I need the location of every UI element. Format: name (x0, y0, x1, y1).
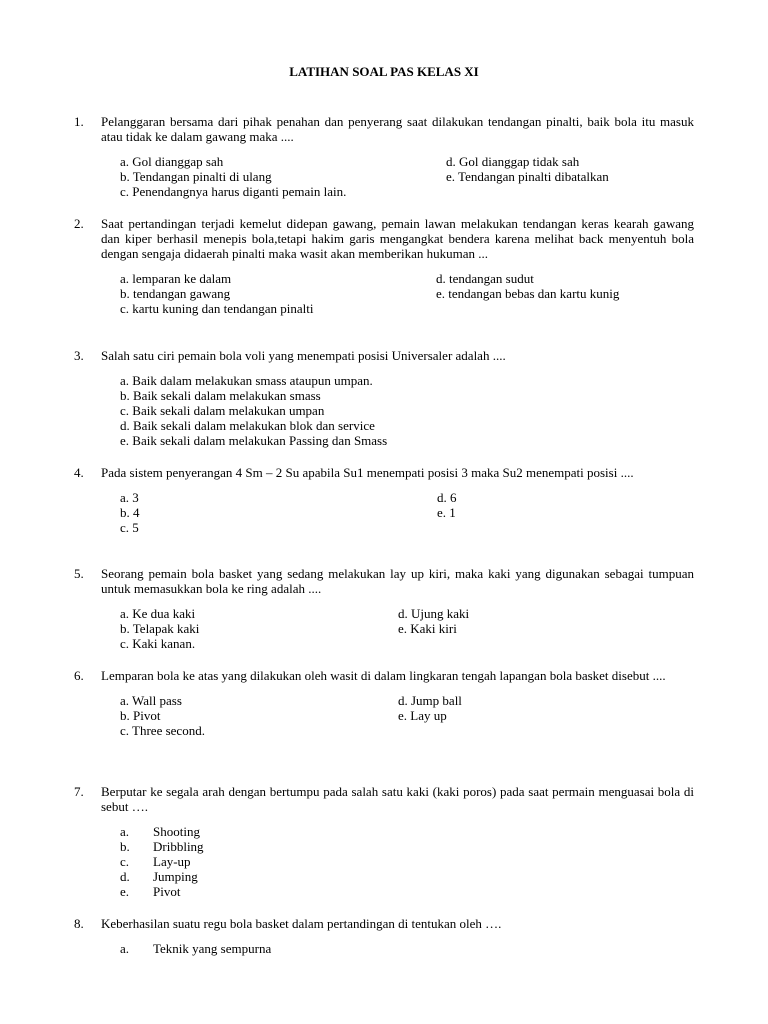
page-title: LATIHAN SOAL PAS KELAS XI (289, 64, 479, 79)
option-a: a. Baik dalam melakukan smass ataupun umpan. (120, 373, 373, 388)
option-letter: b. (120, 839, 130, 854)
question-text: Saat pertandingan terjadi kemelut didepan gawang, pemain lawan melakukan tendangan keras kearah gawang dan kiper berhasil menepis bola,tetapi hakim garis mengangkat bendera karena melihat back menyentuh bola dengan sengaja didaerah pinalti maka wasit akan memberikan hukuman ... (101, 216, 694, 261)
option-text: Dribbling (153, 839, 204, 854)
option-a: a. Gol dianggap sah (120, 154, 224, 169)
option-e: e. tendangan bebas dan kartu kunig (436, 286, 620, 301)
option-letter: a. (120, 941, 130, 956)
option-c: c. 5 (120, 520, 139, 535)
question-4 (74, 465, 694, 535)
question-number: 5. (74, 566, 84, 581)
question-text: Pada sistem penyerangan 4 Sm – 2 Su apabila Su1 menempati posisi 3 maka Su2 menempati posisi .... (101, 465, 634, 480)
question-number: 4. (74, 465, 84, 480)
question-text: Berputar ke segala arah dengan bertumpu pada salah satu kaki (kaki poros) pada saat permain menguasai bola di sebut …. (101, 784, 694, 814)
question-number: 1. (74, 114, 84, 129)
option-text: Lay-up (153, 854, 191, 869)
option-letter: a. (120, 824, 130, 839)
question-text: Lemparan bola ke atas yang dilakukan oleh wasit di dalam lingkaran tengah lapangan bola basket disebut .... (101, 668, 666, 683)
question-text: Keberhasilan suatu regu bola basket dalam pertandingan di tentukan oleh …. (101, 916, 502, 931)
question-number: 7. (74, 784, 84, 799)
option-e: e. Baik sekali dalam melakukan Passing dan Smass (120, 433, 388, 448)
option-e: e. Lay up (398, 708, 447, 723)
option-letter: e. (120, 884, 130, 899)
option-d: d. Jump ball (398, 693, 462, 708)
option-a: a. lemparan ke dalam (120, 271, 232, 286)
option-d: d. Ujung kaki (398, 606, 470, 621)
option-a: a. 3 (120, 490, 139, 505)
option-c: c. Three second. (120, 723, 205, 738)
option-e: e. Kaki kiri (398, 621, 457, 636)
option-letter: c. (120, 854, 130, 869)
option-e: e. 1 (437, 505, 456, 520)
options (120, 373, 694, 448)
option-b: b. Pivot (120, 708, 161, 723)
option-letter: d. (120, 869, 130, 884)
option-d: d. Baik sekali dalam melakukan blok dan service (120, 418, 375, 433)
question-text: Seorang pemain bola basket yang sedang melakukan lay up kiri, maka kaki yang digunakan sebagai tumpuan untuk memasukkan bola ke ring adalah .... (101, 566, 694, 596)
question-text: Salah satu ciri pemain bola voli yang menempati posisi Universaler adalah .... (101, 348, 506, 363)
option-d: d. Gol dianggap tidak sah (446, 154, 580, 169)
question-number: 3. (74, 348, 84, 363)
option-e: e. Tendangan pinalti dibatalkan (446, 169, 609, 184)
question-5 (74, 566, 694, 651)
option-d: d. tendangan sudut (436, 271, 534, 286)
option-c: c. kartu kuning dan tendangan pinalti (120, 301, 314, 316)
option-a: a. Ke dua kaki (120, 606, 196, 621)
option-c: c. Penendangnya harus diganti pemain lain. (120, 184, 347, 199)
question-number: 8. (74, 916, 84, 931)
option-text: Teknik yang sempurna (153, 941, 272, 956)
option-c: c. Baik sekali dalam melakukan umpan (120, 403, 325, 418)
option-b: b. Tendangan pinalti di ulang (120, 169, 272, 184)
question-number: 6. (74, 668, 84, 683)
option-b: b. Telapak kaki (120, 621, 200, 636)
question-6 (74, 668, 694, 738)
option-d: d. 6 (437, 490, 457, 505)
option-b: b. Baik sekali dalam melakukan smass (120, 388, 321, 403)
question-8 (74, 916, 694, 956)
question-7 (74, 784, 694, 899)
option-c: c. Kaki kanan. (120, 636, 196, 651)
question-number: 2. (74, 216, 84, 231)
option-text: Pivot (153, 884, 181, 899)
question-1 (74, 114, 694, 199)
option-text: Jumping (153, 869, 198, 884)
option-b: b. tendangan gawang (120, 286, 231, 301)
option-a: a. Wall pass (120, 693, 182, 708)
option-b: b. 4 (120, 505, 140, 520)
question-text: Pelanggaran bersama dari pihak penahan dan penyerang saat dilakukan tendangan pinalti, baik bola itu masuk atau tidak ke dalam gawang maka .... (101, 114, 694, 144)
question-3 (74, 348, 694, 448)
option-text: Shooting (153, 824, 200, 839)
question-2 (74, 216, 694, 316)
